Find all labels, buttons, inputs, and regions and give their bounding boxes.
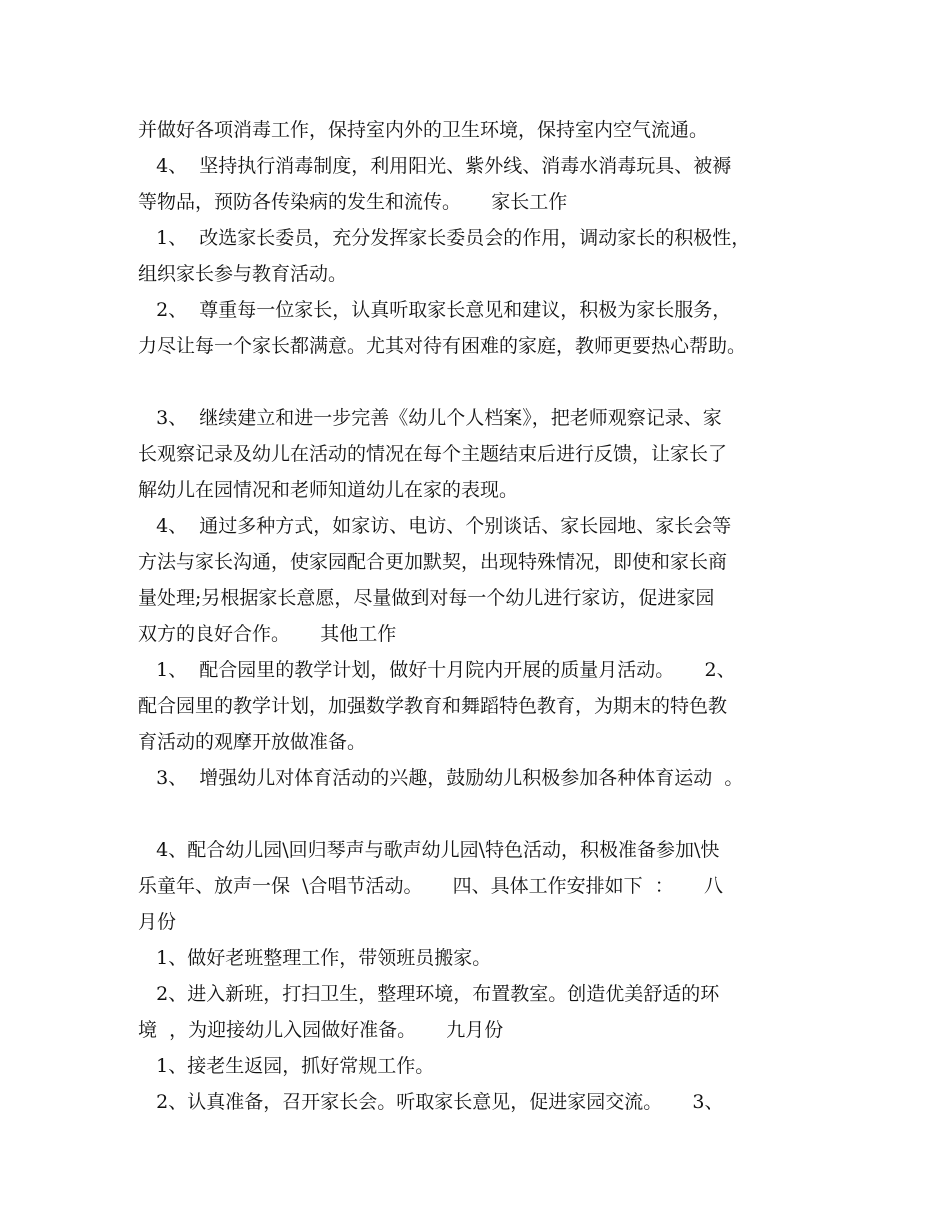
text-line: 乐童年、放声一保 \合唱节活动。 四、具体工作安排如下 ： 八 [138,875,723,897]
text-line: 1、接老生返园，抓好常规工作。 [138,1055,435,1077]
blank-line [138,364,828,400]
text-line: 育活动的观摩开放做准备。 [138,731,367,753]
text-line: 组织家长参与教育活动。 [138,263,348,285]
text-line: 等物品，预防各传染病的发生和流传。 家长工作 [138,191,568,213]
text-line: 1、 改选家长委员，充分发挥家长委员会的作用，调动家长的积极性， [138,227,751,249]
text-line: 方法与家长沟通，使家园配合更加默契，出现特殊情况，即使和家长商 [138,551,728,573]
text-line: 1、做好老班整理工作，带领班员搬家。 [138,947,492,969]
blank-line [138,796,828,832]
text-line: 4、 通过多种方式，如家访、电访、个别谈话、家长园地、家长会等 [138,515,732,537]
text-line: 解幼儿在园情况和老师知道幼儿在家的表现。 [138,479,519,501]
text-line: 量处理;另根据家长意愿，尽量做到对每一个幼儿进行家访，促进家园 [138,587,715,609]
text-line: 月份 [138,911,177,933]
text-line: 2、进入新班，打扫卫生，整理环境，布置教室。创造优美舒适的环 [138,983,720,1005]
text-line: 长观察记录及幼儿在活动的情况在每个主题结束后进行反馈，让家长了 [138,443,728,465]
text-line: 2、 尊重每一位家长，认真听取家长意见和建议，积极为家长服务， [138,299,732,321]
text-line: 2、认真准备，召开家长会。听取家长意见，促进家园交流。 3、 [138,1091,724,1113]
text-line: 3、 继续建立和进一步完善《幼儿个人档案》，把老师观察记录、家 [138,407,722,429]
document-page [138,112,828,1120]
text-line: 4、 坚持执行消毒制度，利用阳光、紫外线、消毒水消毒玩具、被褥 [138,155,732,177]
text-line: 3、 增强幼儿对体育活动的兴趣，鼓励幼儿积极参加各种体育运动 。 [138,767,744,789]
text-line: 配合园里的教学计划，加强数学教育和舞蹈特色教育，为期末的特色教 [138,695,728,717]
text-line: 4、配合幼儿园\回归琴声与歌声幼儿园\特色活动，积极准备参加\快 [138,839,720,861]
text-line: 并做好各项消毒工作，保持室内外的卫生环境，保持室内空气流通。 [138,119,709,141]
text-line: 境 ，为迎接幼儿入园做好准备。 九月份 [138,1019,504,1041]
text-line: 双方的良好合作。 其他工作 [138,623,397,645]
text-line: 1、 配合园里的教学计划，做好十月院内开展的质量月活动。 2、 [138,659,736,681]
text-line: 力尽让每一个家长都满意。尤其对待有困难的家庭，教师更要热心帮助。 [138,335,747,357]
